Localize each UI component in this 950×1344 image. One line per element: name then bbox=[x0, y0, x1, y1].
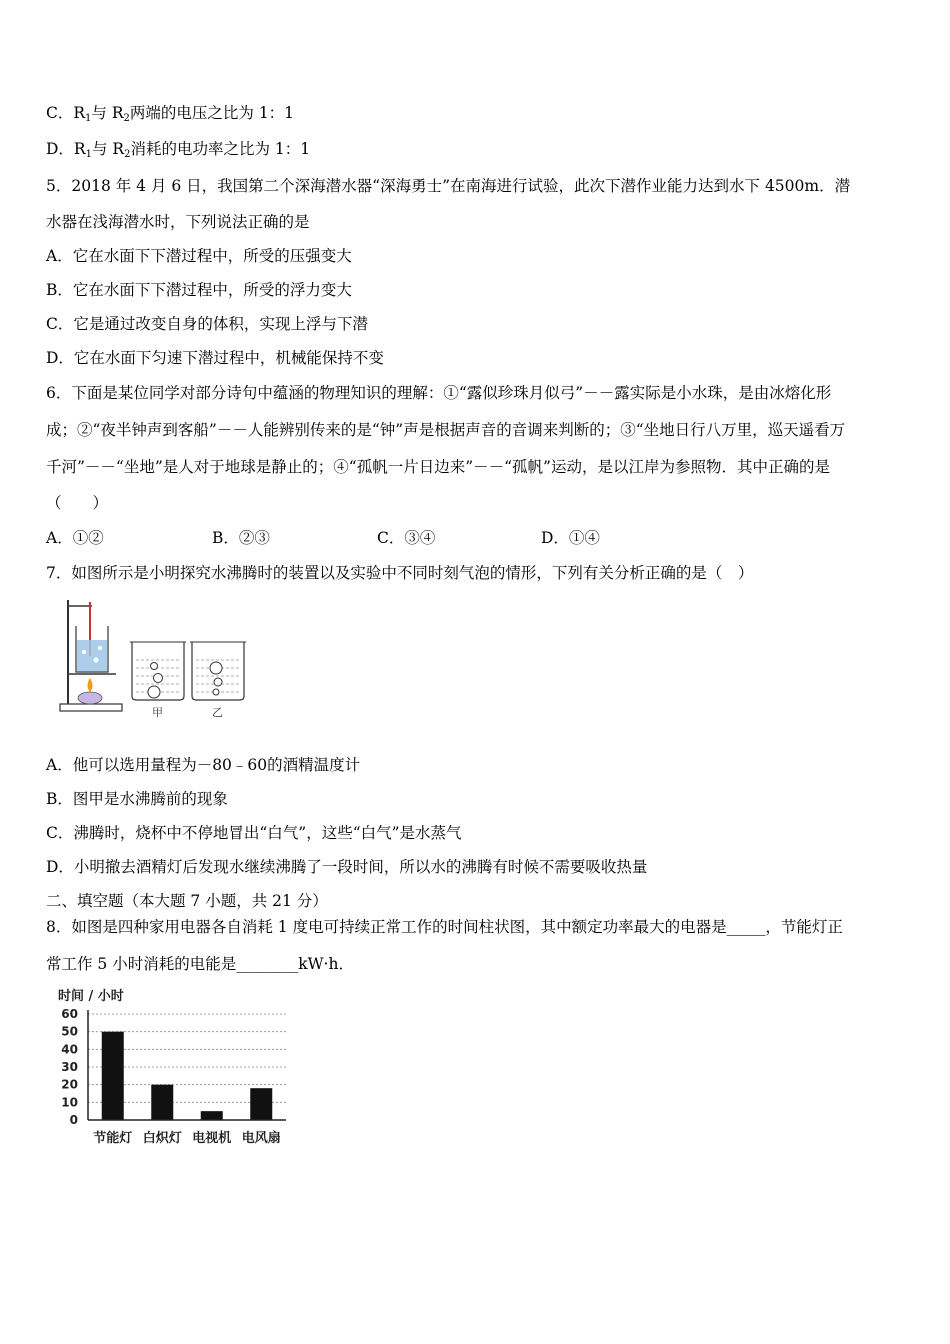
bubble bbox=[154, 674, 163, 683]
chart-y-ticks bbox=[61, 1007, 78, 1127]
q6-stem-line2: 成；②“夜半钟声到客船”－－人能辨别传来的是“钟”声是根据声音的音调来判断的；③“坐地日行八万里，巡天遥看万 bbox=[46, 421, 846, 439]
boiling-apparatus-figure bbox=[56, 596, 251, 720]
q7-option-c: C．沸腾时，烧杯中不停地冒出“白气”，这些“白气”是水蒸气 bbox=[46, 824, 462, 842]
x-tick-label: 电视机 bbox=[192, 1131, 232, 1146]
bubble bbox=[213, 689, 219, 695]
q4-option-d: D．$R_1$与 $R_2$消耗的电功率之比为 1：1 bbox=[46, 140, 311, 160]
y-tick-label: 0 bbox=[69, 1113, 78, 1127]
q6-stem-line4: （ ） bbox=[46, 494, 109, 512]
x-tick-label: 电风扇 bbox=[241, 1131, 281, 1146]
bubble bbox=[151, 663, 158, 670]
bar-3 bbox=[250, 1088, 272, 1120]
q6-option-b: B．②③ bbox=[212, 529, 270, 547]
chart-bars bbox=[102, 1032, 273, 1120]
bar-2 bbox=[201, 1111, 223, 1120]
flame bbox=[88, 678, 93, 692]
figure-label-jia: 甲 bbox=[152, 706, 163, 719]
y-tick-label: 60 bbox=[61, 1007, 78, 1021]
q7-option-d: D．小明撤去酒精灯后发现水继续沸腾了一段时间，所以水的沸腾有时候不需要吸收热量 bbox=[46, 858, 648, 876]
stand-water bbox=[77, 640, 107, 671]
q6-option-d: D．①④ bbox=[541, 529, 600, 547]
q5-option-c: C．它是通过改变自身的体积，实现上浮与下潜 bbox=[46, 315, 368, 333]
y-tick-label: 10 bbox=[61, 1095, 78, 1110]
q7-option-a: A．他可以选用量程为－80﹣60的酒精温度计 bbox=[46, 756, 361, 774]
x-tick-label: 白炽灯 bbox=[142, 1131, 182, 1146]
q5-stem-line2: 水器在浅海潜水时，下列说法正确的是 bbox=[46, 213, 310, 231]
q6-stem-line1: 6．下面是某位同学对部分诗句中蕴涵的物理知识的理解：①“露似珍珠月似弓”－－露实际是小水珠，是由冰熔化形 bbox=[46, 384, 832, 402]
q8-stem-line2: 常工作 5 小时消耗的电能是________kW·h． bbox=[46, 955, 354, 973]
figure-label-yi: 乙 bbox=[212, 706, 223, 719]
bubble bbox=[214, 678, 222, 686]
bar-0 bbox=[102, 1032, 124, 1120]
q6-option-c: C．③④ bbox=[377, 529, 436, 547]
y-tick-label: 50 bbox=[61, 1024, 78, 1039]
bubble bbox=[210, 662, 222, 674]
q5-option-b: B．它在水面下下潜过程中，所受的浮力变大 bbox=[46, 281, 352, 299]
alcohol-lamp bbox=[78, 692, 102, 704]
section-heading: 二、填空题（本大题 7 小题，共 21 分） bbox=[46, 892, 328, 910]
stand-base bbox=[60, 704, 122, 711]
y-tick-label: 40 bbox=[61, 1042, 78, 1057]
x-tick-label: 节能灯 bbox=[93, 1131, 133, 1146]
chart-y-axis-label: 时间 / 小时 bbox=[58, 989, 124, 1004]
q7-stem: 7．如图所示是小明探究水沸腾时的装置以及实验中不同时刻气泡的情形，下列有关分析正确的是（ ） bbox=[46, 564, 754, 582]
q6-option-a: A．①② bbox=[46, 529, 104, 547]
bar-1 bbox=[151, 1085, 173, 1120]
q4-option-c: C．$R_1$与 $R_2$两端的电压之比为 1：1 bbox=[46, 104, 295, 124]
q8-stem-line1: 8．如图是四种家用电器各自消耗 1 度电可持续正常工作的时间柱状图，其中额定功率最大的电器是_____，节能灯正 bbox=[46, 918, 843, 936]
q5-option-d: D．它在水面下匀速下潜过程中，机械能保持不变 bbox=[46, 349, 384, 367]
y-tick-label: 30 bbox=[61, 1060, 78, 1074]
bubble bbox=[148, 686, 160, 698]
q5-stem-line1: 5．2018 年 4 月 6 日，我国第二个深海潜水器“深海勇士”在南海进行试验，此次下潜作业能力达到水下 4500m．潜 bbox=[46, 177, 851, 195]
q5-option-a: A．它在水面下下潜过程中，所受的压强变大 bbox=[46, 247, 352, 265]
q7-option-b: B．图甲是水沸腾前的现象 bbox=[46, 790, 228, 808]
usage-time-bar-chart bbox=[50, 984, 300, 1149]
y-tick-label: 20 bbox=[61, 1077, 78, 1092]
chart-x-ticks bbox=[93, 1130, 281, 1146]
q6-stem-line3: 千河”－－“坐地”是人对于地球是静止的；④“孤帆一片日边来”－－“孤帆”运动，是以江岸为参照物．其中正确的是 bbox=[46, 458, 830, 476]
